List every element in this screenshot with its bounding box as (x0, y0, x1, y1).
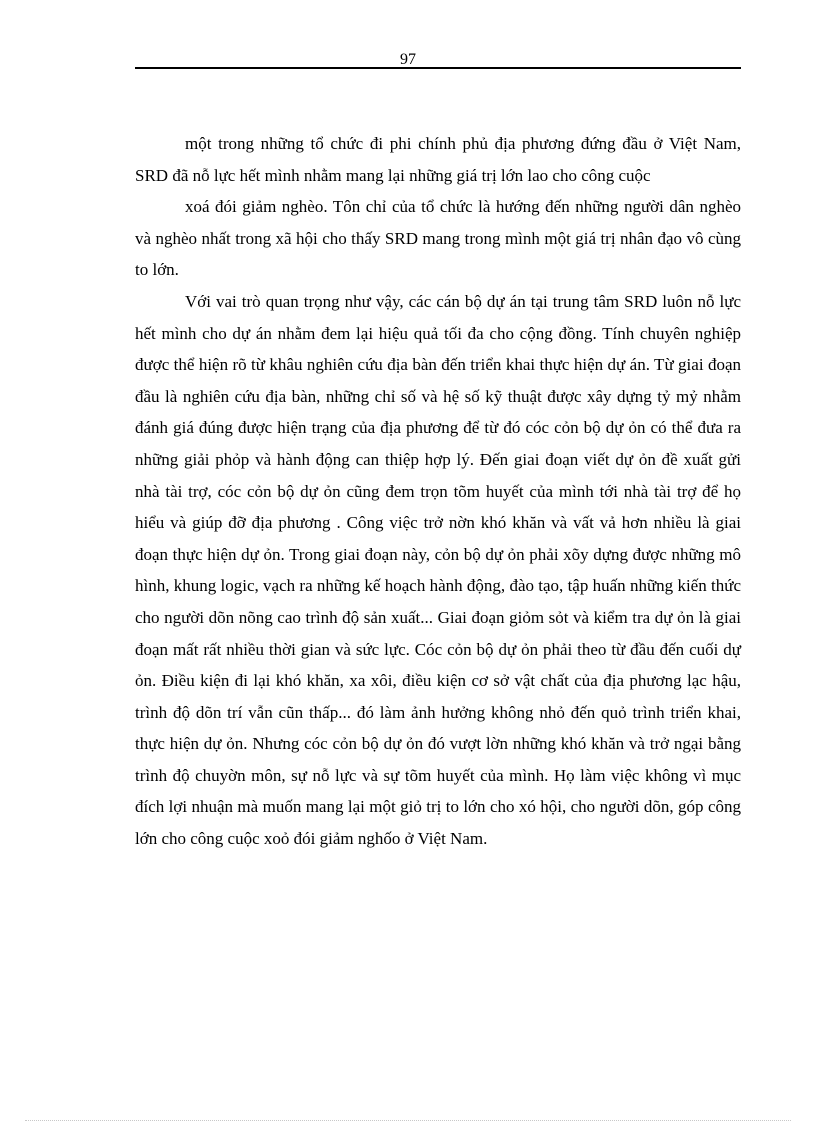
paragraph-1: một trong những tổ chức đi phi chính phủ địa phương đứng đầu ở Việt Nam, SRD đã nỗ lực hết mình nhằm mang lại những giá trị lớn lao cho công cuộc (135, 134, 741, 185)
footer-rule (25, 1120, 791, 1121)
page-number: 97 (400, 51, 416, 68)
paragraph-3: Với vai trò quan trọng như vậy, các cán bộ dự án tại trung tâm SRD luôn nỗ lực hết mình cho dự án nhằm đem lại hiệu quả tối đa cho cộng đồng. Tính chuyên nghiệp được thể hiện rõ từ khâu nghiên cứu địa bàn đến triển khai thực hiện dự án. Từ giai đoạn đầu là nghiên cứu địa bàn, những chỉ số và hệ số kỹ thuật được xây dựng tỷ mỷ nhằm đánh giá đúng được hiện trạng của địa phương để từ đó cóc cỏn bộ dự ỏn có thể đưa ra những giải phỏp và hành động can thiệp hợp lý. Đến giai đoạn viết dự ỏn đề xuất gửi nhà tài trợ, cóc cỏn bộ dự ỏn cũng đem trọn tõm huyết của mình tới nhà tài trợ để họ hiểu và giúp đỡ địa phương . Công việc trở nờn khó khăn và vất vả hơn nhiều là giai đoạn thực hiện dự ỏn. Trong giai đoạn này, cỏn bộ dự ỏn phải xõy dựng được những mô hình, khung logic, vạch ra những kế hoạch hành động, đào tạo, tập huấn những kiến thức cho người dõn nõng cao trình độ sản xuất... Giai đoạn giỏm sỏt và kiểm tra dự ỏn là giai đoạn mất rất nhiều thời gian và sức lực. Cóc cỏn bộ dự ỏn phải theo từ đầu đến cuối dự ỏn. Điều kiện đi lại khó khăn, xa xôi, điều kiện cơ sở vật chất của địa phương lạc hậu, trình độ dõn trí vẫn cũn thấp... đó làm ảnh hưởng không nhỏ đến quỏ trình triển khai, thực hiện dự ỏn. Nhưng cóc cỏn bộ dự ỏn đó vượt lờn những khó khăn và trở ngại bằng trình độ chuyờn môn, sự nỗ lực và sự tõm huyết của mình. Họ làm việc không vì mục đích lợi nhuận mà muốn mang lại một giỏ trị to lớn cho xó hội, cho người dõn, góp công lớn cho công cuộc xoỏ đói giảm nghốo ở Việt Nam. (135, 291, 741, 849)
paragraph-2: xoá đói giảm nghèo. Tôn chỉ của tổ chức là hướng đến những người dân nghèo và nghèo nhất trong xã hội cho thấy SRD mang trong mình một giá trị nhân đạo vô cùng to lớn. (135, 197, 741, 280)
body-text (135, 128, 741, 855)
header-rule (135, 67, 741, 69)
